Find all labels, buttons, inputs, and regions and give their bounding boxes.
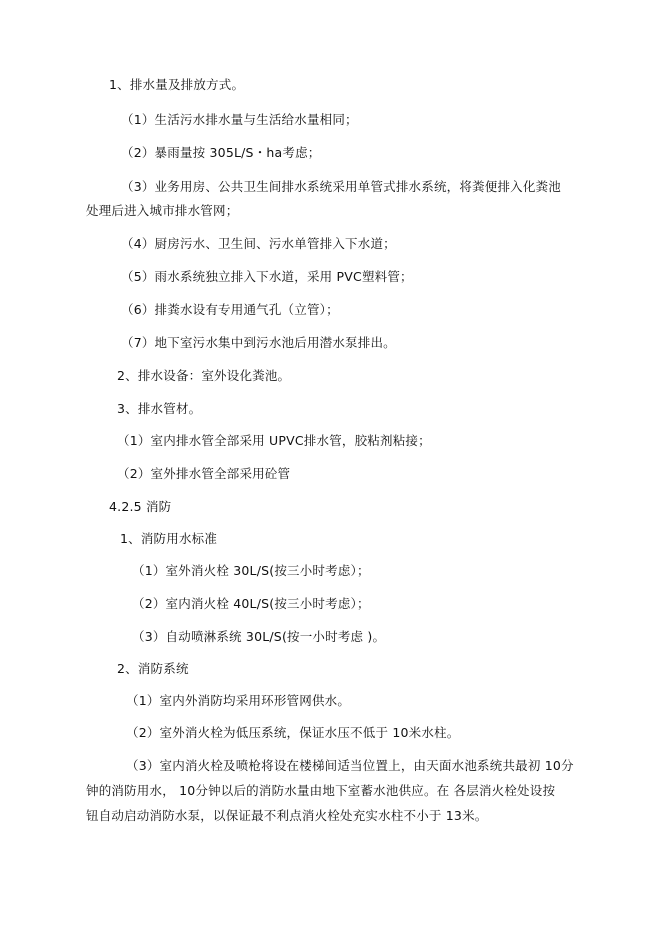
list-item: （2）暴雨量按 305L/S・ha考虑； (121, 145, 321, 160)
list-item: （2）室内消火栓 40L/S(按三小时考虑）； (132, 596, 370, 611)
list-item: （3）自动喷淋系统 30L/S(按一小时考虑 )。 (132, 629, 386, 644)
heading-drainage-equipment: 2、排水设备：室外设化粪池。 (117, 368, 291, 383)
heading-fire-water-standard: 1、消防用水标准 (120, 531, 218, 546)
section-heading-fire-protection: 4.2.5 消防 (109, 499, 172, 514)
list-item: （3）业务用房、公共卫生间排水系统采用单管式排水系统，将粪便排入化粪池 (121, 179, 561, 194)
list-item-continuation: 处理后进入城市排水管网； (86, 203, 239, 218)
list-item: （3）室内消火栓及喷枪将设在楼梯间适当位置上，由天面水池系统共最初 10分 (126, 758, 574, 773)
list-item: （4）厨房污水、卫生间、污水单管排入下水道； (121, 236, 396, 251)
heading-fire-system: 2、消防系统 (117, 661, 189, 676)
list-item: （1）室内排水管全部采用 UPVC排水管，胶粘剂粘接； (117, 433, 431, 448)
list-item: （5）雨水系统独立排入下水道，采用 PVC塑料管； (121, 269, 413, 284)
list-item: （6）排粪水设有专用通气孔（立管）； (121, 302, 339, 317)
list-item: （7）地下室污水集中到污水池后用潜水泵排出。 (121, 335, 396, 350)
list-item: （1）室内外消防均采用环形管网供水。 (126, 693, 351, 708)
list-item-continuation: 钮自动启动消防水泵，以保证最不利点消火栓处充实水柱不小于 13米。 (86, 808, 488, 823)
list-item: （2）室外排水管全部采用砼管 (117, 466, 291, 481)
heading-drainage-volume: 1、排水量及排放方式。 (109, 77, 245, 92)
list-item: （1）室外消火栓 30L/S(按三小时考虑）； (132, 563, 370, 578)
list-item: （1）生活污水排水量与生活给水量相同； (121, 112, 358, 127)
heading-drainage-pipes: 3、排水管材。 (117, 401, 202, 416)
list-item-continuation: 钟的消防用水， 10分钟以后的消防水量由地下室蓄水池供应。在 各层消火栓处设按 (86, 783, 556, 798)
list-item: （2）室外消火栓为低压系统，保证水压不低于 10米水柱。 (126, 725, 460, 740)
